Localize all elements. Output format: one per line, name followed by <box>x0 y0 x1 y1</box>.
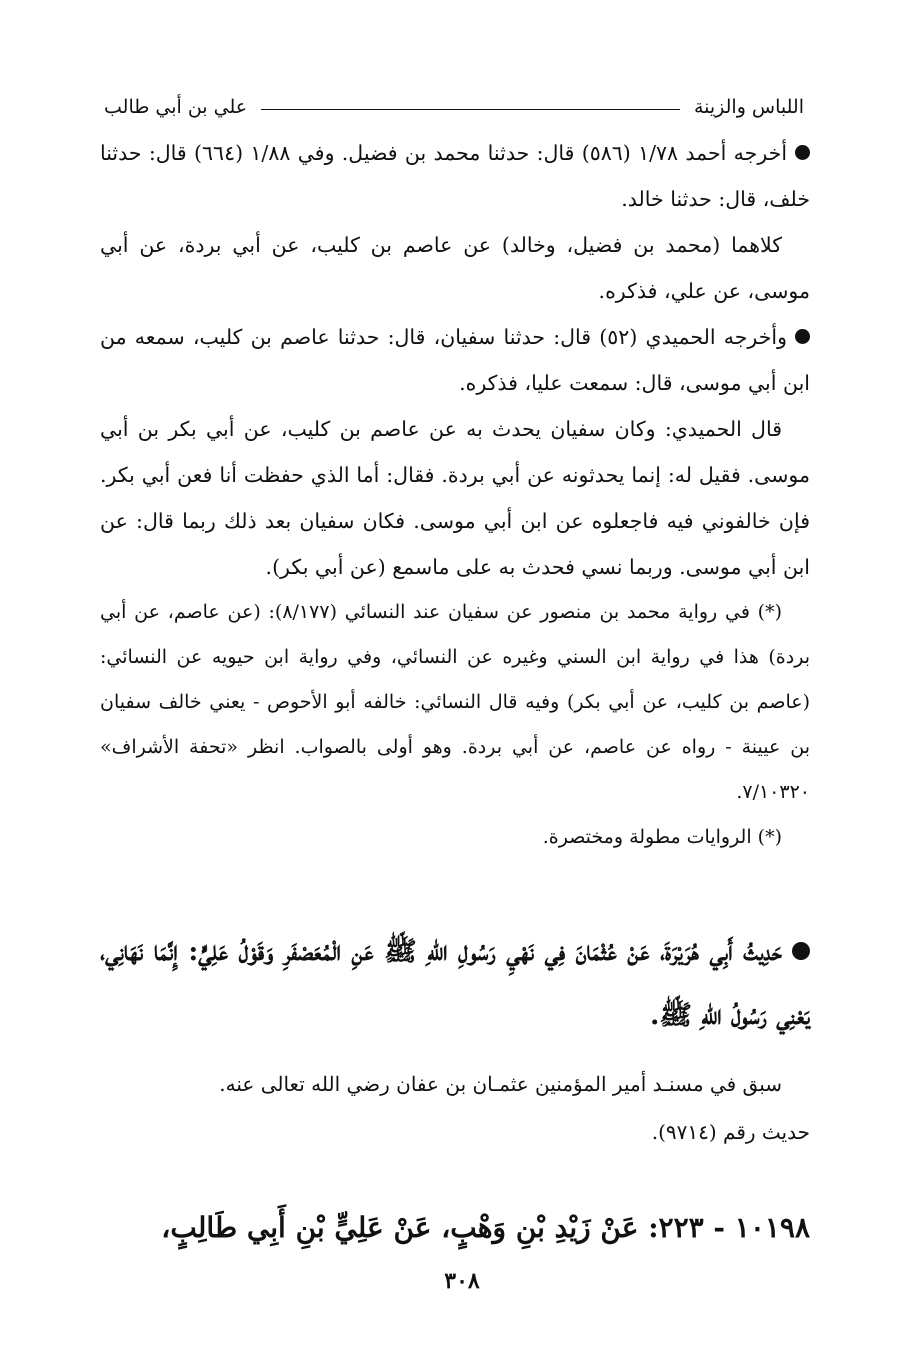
paragraph-both-narrators: كلاهما (محمد بن فضيل، وخالد) عن عاصم بن كليب، عن أبي بردة، عن أبي موسى، عن علي، فذكره. <box>100 233 810 303</box>
paragraph-humaydi-comment: قال الحميدي: وكان سفيان يحدث به عن عاصم بن كليب، عن أبي بكر بن أبي موسى. فقيل له: إنما يحدثونه عن أبي بردة. فقال: أما الذي حفظت أنا فعن أبي بكر. فإن خالفوني فيه فاجعلوه عن ابن أبي موسى. فكان سفيان بعد ذلك ربما قال: عن ابن أبي موسى. وربما نسي فحدث به على ماسمع (عن أبي بكر). <box>100 417 810 579</box>
footnote-nasai: (*) في رواية محمد بن منصور عن سفيان عند النسائي (٨/١٧٧): (عن عاصم، عن أبي بردة) هذا في رواية ابن السني وغيره عن النسائي، وفي رواية ابن حيويه عن النسائي: (عاصم بن كليب، عن أبي بكر) وفيه قال النسائي: خالفه أبو الأحوص - يعني خالف سفيان بن عيينة - رواه عن عاصم، عن أبي بردة. وهو أولى بالصواب. انظر «تحفة الأشراف» ٧/١٠٣٢٠. <box>100 601 810 803</box>
main-text <box>100 130 810 860</box>
cross-reference <box>100 1060 810 1156</box>
bullet-icon <box>792 942 810 960</box>
bullet-icon <box>795 329 810 344</box>
paragraph-takhrij-humaydi: وأخرجه الحميدي (٥٢) قال: حدثنا سفيان، قال: حدثنا عاصم بن كليب، سمعه من ابن أبي موسى، قال: سمعت عليا، فذكره. <box>100 325 810 395</box>
page-number: ٣٠٨ <box>444 1268 480 1294</box>
running-header <box>104 92 804 122</box>
header-chapter-title: علي بن أبي طالب <box>104 96 248 118</box>
header-rule <box>261 109 680 110</box>
footnote-riwayat: (*) الروايات مطولة ومختصرة. <box>542 826 782 848</box>
hadith-isnad-line: ١٠١٩٨ - ٢٢٣: عَنْ زَيْدِ بْنِ وَهْبٍ، عَنْ عَلِيٍّ بْنِ أَبِي طَالِبٍ، <box>161 1211 810 1244</box>
cross-reference-number: حديث رقم (٩٧١٤). <box>651 1120 810 1144</box>
bullet-icon <box>795 145 810 160</box>
hadith-heading: حَدِيثُ أَبِي هُرَيْرَةَ، عَنْ عُثْمَانَ فِي نَهْيِ رَسُولِ اللهِ ﷺ عَنِ الْمُعَصْفَرِ وَقَوْلُ عَلِيٍّ: إِنَّمَا نَهَانِي، يَعْنِي رَسُولُ اللهِ ﷺ. <box>100 936 810 1031</box>
paragraph-takhrij-ahmad: أخرجه أحمد ١/٧٨ (٥٨٦) قال: حدثنا محمد بن فضيل. وفي ١/٨٨ (٦٦٤) قال: حدثنا خلف، قال: حدثنا خالد. <box>100 141 810 211</box>
header-section-title: اللباس والزينة <box>693 96 804 118</box>
cross-reference-line: سبق في مسنـد أمير المؤمنين عثمـان بن عفان رضي الله تعالى عنه. <box>219 1072 782 1096</box>
